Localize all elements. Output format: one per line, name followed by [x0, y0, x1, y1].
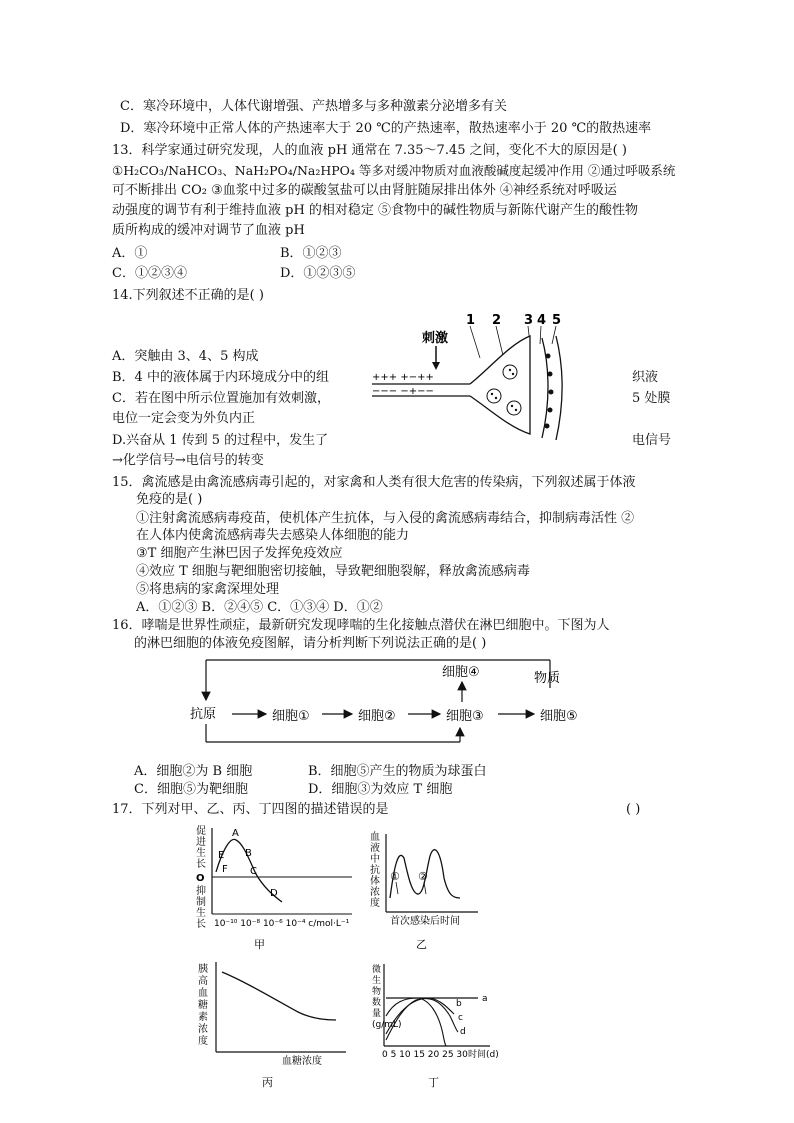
q15-stem-line2: 免疫的是( ): [136, 492, 203, 507]
q15-item-4: ④效应 T 细胞与靶细胞密切接触，导致靶细胞裂解，释放禽流感病毒: [136, 564, 530, 579]
q16-stem-line2: 的淋巴细胞的体液免疫图解，请分析判断下列说法正确的是( ): [134, 636, 487, 651]
q13-stem-line2: ①H₂CO₃/NaHCO₃、NaH₂PO₄/Na₂HPO₄ 等多对缓冲物质对血液酸碱度起缓冲作用 ②通过呼吸系统: [112, 163, 676, 178]
yi-caption: 乙: [416, 938, 427, 951]
bing-ylabel: 胰高血糖素浓度: [198, 964, 208, 1047]
q15-item-5: ⑤将患病的家禽深埋处理: [136, 582, 280, 597]
stimulus-label: 刺激: [422, 331, 449, 346]
immunity-flow-diagram: [180, 652, 620, 752]
label-1: 1: [466, 313, 476, 328]
q12-option-c: C．寒冷环境中，人体代谢增强、产热增多与多种激素分泌增多有关: [120, 99, 507, 114]
q13-option-c: C．①②③④: [112, 266, 187, 281]
cell-2-label: 细胞②: [358, 709, 396, 724]
q15-item-1: ①注射禽流感病毒疫苗，使机体产生抗体，与入侵的禽流感病毒结合，抑制病毒活性 ②: [136, 511, 635, 526]
q13-option-a: A．①: [112, 246, 148, 261]
yi-marker-1: ①: [390, 870, 400, 883]
membrane-top-signs: +++ +−++: [372, 372, 434, 383]
yi-ylabel: 血液中抗体浓度: [370, 832, 380, 909]
substance-label: 物质: [534, 671, 561, 686]
jia-point-a: A: [232, 828, 239, 839]
ding-ylabel: 微生物数量(g/mL): [372, 965, 402, 1030]
ding-curve-d: d: [460, 1027, 466, 1037]
q16-option-a: A．细胞②为 B 细胞: [134, 764, 253, 779]
jia-caption: 甲: [254, 938, 265, 951]
ding-curve-a: a: [482, 994, 488, 1004]
q14-option-b-tail: 织液: [632, 370, 659, 385]
q14-option-d-tail: 电信号: [632, 433, 672, 448]
figure-ding: [370, 960, 510, 1100]
q17-answer-paren: ( ): [626, 802, 641, 817]
jia-zero: O: [196, 873, 205, 884]
q14-option-a: A．突触由 3、4、5 构成: [112, 349, 259, 364]
q15-item-1-line2: 在人体内使禽流感病毒失去感染人体细胞的能力: [136, 528, 410, 543]
cell-5-label: 细胞⑤: [540, 709, 578, 724]
q13-stem-line4: 动强度的调节有利于维持血液 pH 的相对稳定 ⑤食物中的碱性物质与新陈代谢产生的酸性物: [112, 203, 639, 218]
membrane-mid-signs: −−− −+−−: [372, 386, 434, 397]
jia-ylabel-top: 促进生长: [196, 826, 206, 870]
q16-option-c: C．细胞⑤为靶细胞: [134, 782, 248, 797]
q15-stem: 15．禽流感是由禽流感病毒引起的，对家禽和人类有很大危害的传染病，下列叙述属于体液: [112, 475, 636, 490]
jia-point-b: B: [245, 848, 252, 859]
q14-option-c-tail: 5 处膜: [632, 391, 671, 406]
q14-option-c: C．若在图中所示位置施加有效刺激，: [112, 391, 330, 406]
q13-option-b: B．①②③: [280, 246, 342, 261]
label-4: 4: [537, 313, 547, 328]
bing-caption: 丙: [262, 1076, 273, 1089]
antigen-label: 抗原: [190, 707, 217, 722]
cell-4-label: 细胞④: [442, 665, 480, 680]
q16-option-d: D．细胞③为效应 T 细胞: [308, 782, 453, 797]
q14-option-d-line2: →化学信号→电信号的转变: [112, 453, 264, 468]
q16-option-b: B．细胞⑤产生的物质为球蛋白: [308, 764, 487, 779]
cell-1-label: 细胞①: [272, 709, 310, 724]
q15-choices: A．①②③ B．②④⑤ C．①③④ D．①②: [136, 600, 383, 615]
jia-point-e: E: [218, 850, 225, 861]
q14-option-b: B．4 中的液体属于内环境成分中的组: [112, 370, 329, 385]
q13-stem-line5: 质所构成的缓冲对调节了血液 pH: [112, 223, 305, 238]
ding-xlabel: 时间(d): [468, 1050, 499, 1060]
q13-stem-line3: 可不断排出 CO₂ ③血浆中过多的碳酸氢盐可以由肾脏随尿排出体外 ④神经系统对呼吸运: [112, 183, 617, 198]
label-3: 3: [524, 313, 534, 328]
ding-curve-c: c: [458, 1013, 463, 1023]
q13-stem: 13．科学家通过研究发现，人的血液 pH 通常在 7.35～7.45 之间，变化不大的原因是( ): [112, 143, 627, 158]
label-2: 2: [492, 313, 502, 328]
figure-yi: [368, 828, 488, 952]
q16-stem: 16．哮喘是世界性顽症，最新研究发现哮喘的生化接触点潜伏在淋巴细胞中。下图为人: [112, 618, 610, 633]
jia-ylabel-bottom: 抑制生长: [196, 886, 206, 930]
ding-curve-b: b: [456, 999, 462, 1009]
ding-caption: 丁: [428, 1076, 439, 1089]
q13-option-d: D．①②③⑤: [280, 266, 356, 281]
jia-ticks: 10⁻¹⁰ 10⁻⁸ 10⁻⁶ 10⁻⁴ c/mol·L⁻¹: [214, 919, 350, 929]
q14-option-c-line2: 电位一定会变为外负内正: [112, 411, 256, 426]
q14-option-d: D.兴奋从 1 传到 5 的过程中，发生了: [112, 433, 329, 448]
yi-xlabel: 首次感染后时间: [390, 916, 460, 927]
q12-option-d: D．寒冷环境中正常人体的产热速率大于 20 ℃的产热速率，散热速率小于 20 ℃的散热速率: [120, 121, 652, 136]
jia-point-f: F: [222, 864, 228, 875]
q15-item-3: ③T 细胞产生淋巴因子发挥免疫效应: [136, 546, 343, 561]
synapse-diagram: [370, 308, 590, 448]
figure-jia: [192, 822, 362, 952]
cell-3-label: 细胞③: [446, 709, 484, 724]
jia-point-c: C: [250, 866, 257, 877]
label-5: 5: [552, 313, 562, 328]
figure-bing: [196, 960, 356, 1100]
bing-xlabel: 血糖浓度: [282, 1056, 322, 1067]
yi-marker-2: ②: [418, 870, 428, 883]
q14-stem: 14.下列叙述不正确的是( ): [112, 288, 264, 303]
q17-stem: 17．下列对甲、乙、丙、丁四图的描述错误的是: [112, 802, 389, 817]
jia-point-d: D: [270, 888, 278, 899]
ding-ticks: 0 5 10 15 20 25 30: [382, 1050, 468, 1060]
